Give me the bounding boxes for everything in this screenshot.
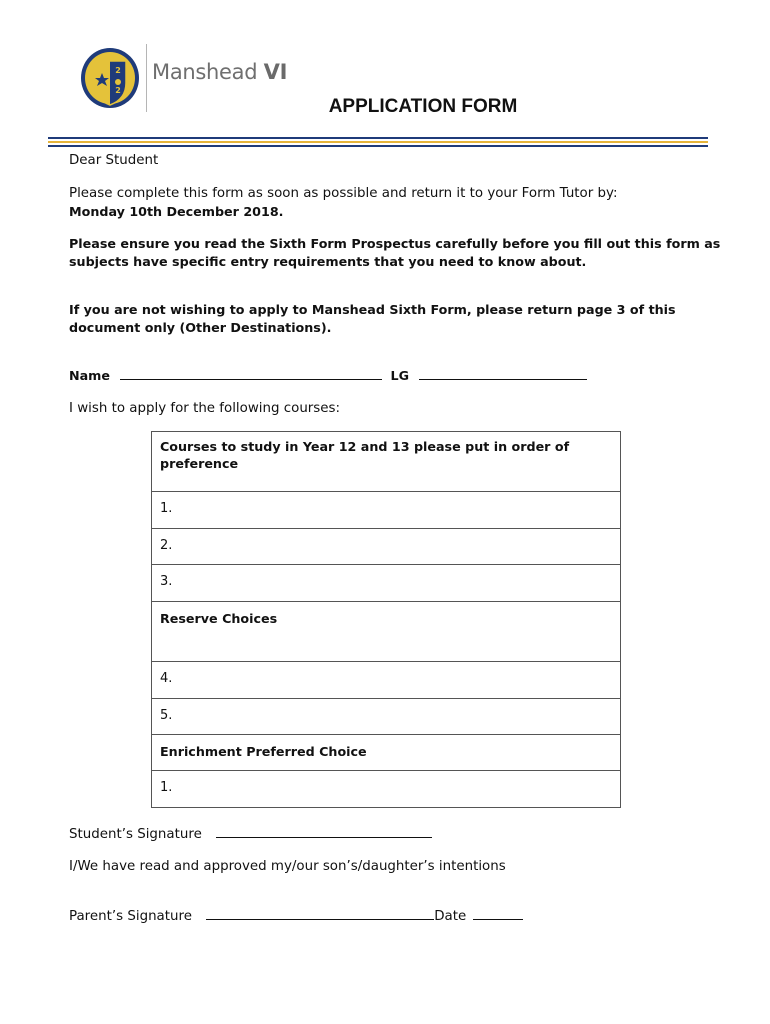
- lg-label: LG: [390, 368, 410, 383]
- apply-text: I wish to apply for the following courses:: [69, 401, 341, 416]
- table-row: [152, 735, 621, 771]
- other-destinations-line1: If you are not wishing to apply to Manshead Sixth Form, please return page 3 of this: [69, 302, 676, 317]
- enrichment-1-label: 1.: [160, 780, 173, 795]
- prospectus-notice-line2: subjects have specific entry requirements that you need to know about.: [69, 254, 587, 269]
- choice-4-field[interactable]: [152, 662, 621, 699]
- choice-1-label: 1.: [160, 501, 173, 516]
- enrichment-1-field[interactable]: [152, 771, 621, 808]
- svg-text:2: 2: [115, 66, 121, 75]
- enrichment-header-cell: [152, 735, 621, 771]
- choice-3-label: 3.: [160, 574, 173, 589]
- choice-5-label: 5.: [160, 708, 173, 723]
- student-signature-row: [69, 825, 432, 844]
- parent-signature-label: Parent’s Signature: [69, 909, 192, 924]
- name-label: Name: [69, 368, 111, 383]
- date-label: Date: [434, 909, 467, 924]
- brand-name-text: Manshead: [152, 60, 258, 84]
- table-row: [152, 432, 621, 492]
- courses-header-line2: preference: [160, 456, 239, 471]
- brand-suffix: VI: [263, 60, 288, 84]
- svg-text:2: 2: [115, 86, 121, 95]
- parent-signature-field[interactable]: [206, 907, 434, 920]
- greeting: Dear Student: [69, 153, 159, 168]
- reserve-header-cell: [152, 602, 621, 662]
- header-rule-middle: [48, 141, 708, 143]
- enrichment-header: Enrichment Preferred Choice: [160, 744, 367, 759]
- table-row: [152, 771, 621, 808]
- table-row: [152, 492, 621, 529]
- header-rule-bottom: [48, 145, 708, 147]
- name-field[interactable]: [120, 367, 382, 380]
- choice-1-field[interactable]: [152, 492, 621, 529]
- choice-2-label: 2.: [160, 538, 173, 553]
- deadline-text: Monday 10th December 2018.: [69, 204, 284, 219]
- courses-header-cell: [152, 432, 621, 492]
- brand-name: [152, 60, 287, 84]
- table-row: [152, 529, 621, 565]
- prospectus-notice-line1: Please ensure you read the Sixth Form Prospectus carefully before you fill out this form as: [69, 236, 721, 251]
- student-signature-label: Student’s Signature: [69, 827, 202, 842]
- choice-2-field[interactable]: [152, 529, 621, 565]
- table-row: [152, 699, 621, 735]
- approval-text: I/We have read and approved my/our son’s/daughter’s intentions: [69, 859, 506, 874]
- header-rule-top: [48, 137, 708, 139]
- table-row: [152, 662, 621, 699]
- name-row: [69, 367, 587, 386]
- table-row: [152, 565, 621, 602]
- courses-table: [151, 431, 621, 808]
- choice-3-field[interactable]: [152, 565, 621, 602]
- parent-signature-row: [69, 907, 523, 926]
- courses-header-line1: Courses to study in Year 12 and 13 please put in order of: [160, 439, 570, 454]
- lg-field[interactable]: [419, 367, 587, 380]
- choice-4-label: 4.: [160, 671, 173, 686]
- choice-5-field[interactable]: [152, 699, 621, 735]
- other-destinations-line2: document only (Other Destinations).: [69, 320, 332, 335]
- student-signature-field[interactable]: [216, 825, 432, 838]
- instruction-text: Please complete this form as soon as possible and return it to your Form Tutor by:: [69, 186, 618, 201]
- date-field[interactable]: [473, 907, 523, 920]
- page-title: APPLICATION FORM: [328, 96, 518, 117]
- table-row: [152, 602, 621, 662]
- reserve-choices-header: Reserve Choices: [160, 611, 278, 626]
